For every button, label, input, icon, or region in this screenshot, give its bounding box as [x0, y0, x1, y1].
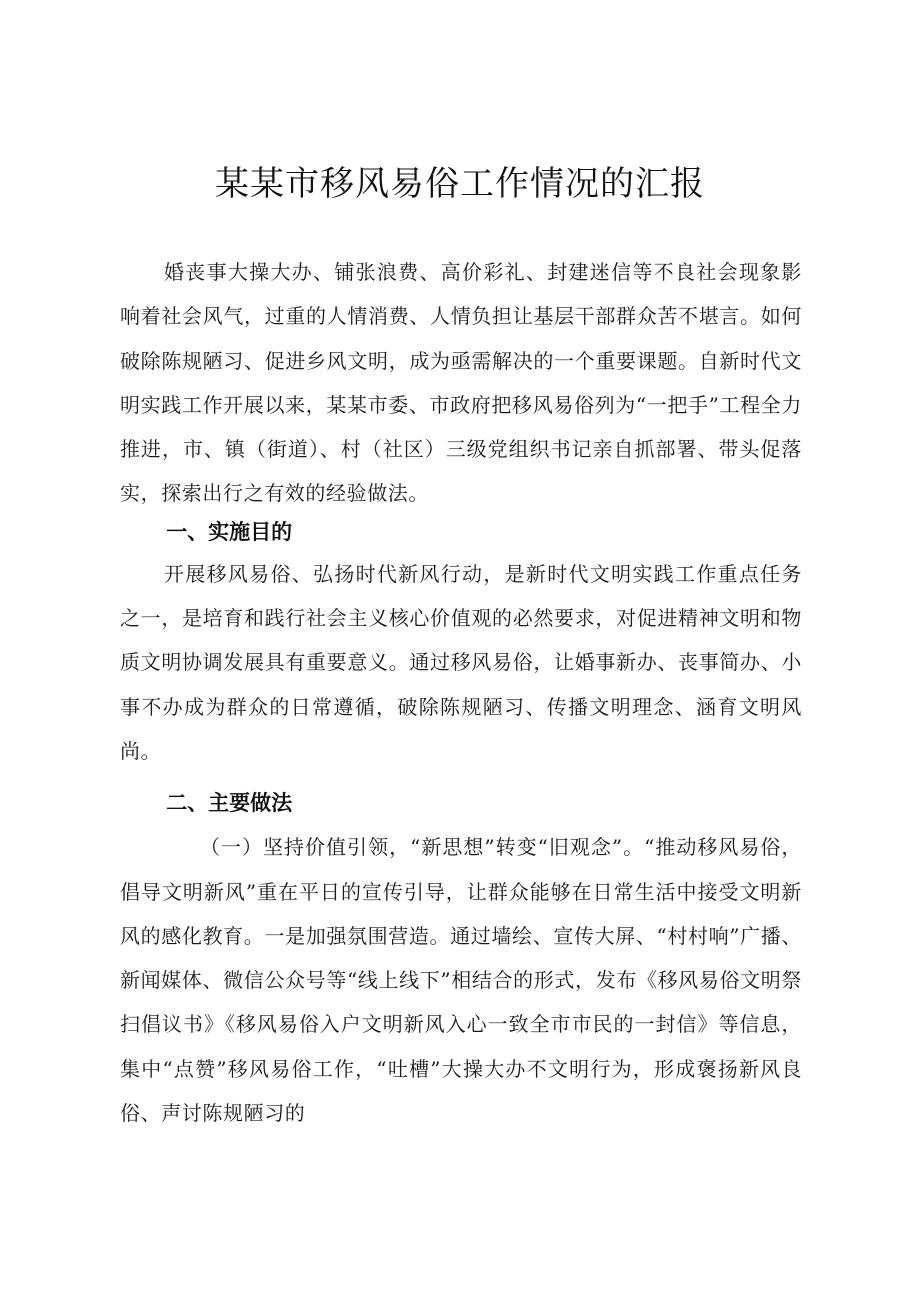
intro-paragraph: 婚丧事大操大办、铺张浪费、高价彩礼、封建迷信等不良社会现象影响着社会风气，过重的人情消费、人情负担让基层干部群众苦不堪言。如何破除陈规陋习、促进乡风文明，成为亟需解决的一个重要课题。自新时代文明实践工作开展以来，某某市委、市政府把移风易俗列为“一把手”工程全力推进，市、镇（街道）、村（社区）三级党组织书记亲自抓部署、带头促落实，探索出行之有效的经验做法。 — [120, 260, 802, 506]
document-title: 某某市移风易俗工作情况的汇报 — [215, 164, 705, 204]
section-heading-purpose: 一、实施目的 — [166, 519, 293, 544]
purpose-paragraph: 开展移风易俗、弘扬时代新风行动，是新时代文明实践工作重点任务之一，是培育和践行社会主义核心价值观的必然要求，对促进精神文明和物质文明协调发展具有重要意义。通过移风易俗，让婚事新办、丧事简办、小事不办成为群众的日常遵循，破除陈规陋习、传播文明理念、涵育文明风尚。 — [120, 561, 802, 763]
methods-paragraph: （一）坚持价值引领，“新思想”转变“旧观念”。“推动移风易俗，倡导文明新风”重在平日的宣传引导，让群众能够在日常生活中接受文明新风的感化教育。一是加强氛围营造。通过墙绘、宣传大屏、“村村响”广播、新闻媒体、微信公众号等“线上线下”相结合的形式，发布《移风易俗文明祭扫倡议书》《移风易俗入户文明新风入心一致全市市民的一封信》等信息，集中“点赞”移风易俗工作，“吐槽”大操大办不文明行为，形成褒扬新风良俗、声讨陈规陋习的 — [120, 835, 802, 1126]
section-heading-methods: 二、主要做法 — [166, 791, 293, 816]
document-body — [120, 250, 802, 1135]
